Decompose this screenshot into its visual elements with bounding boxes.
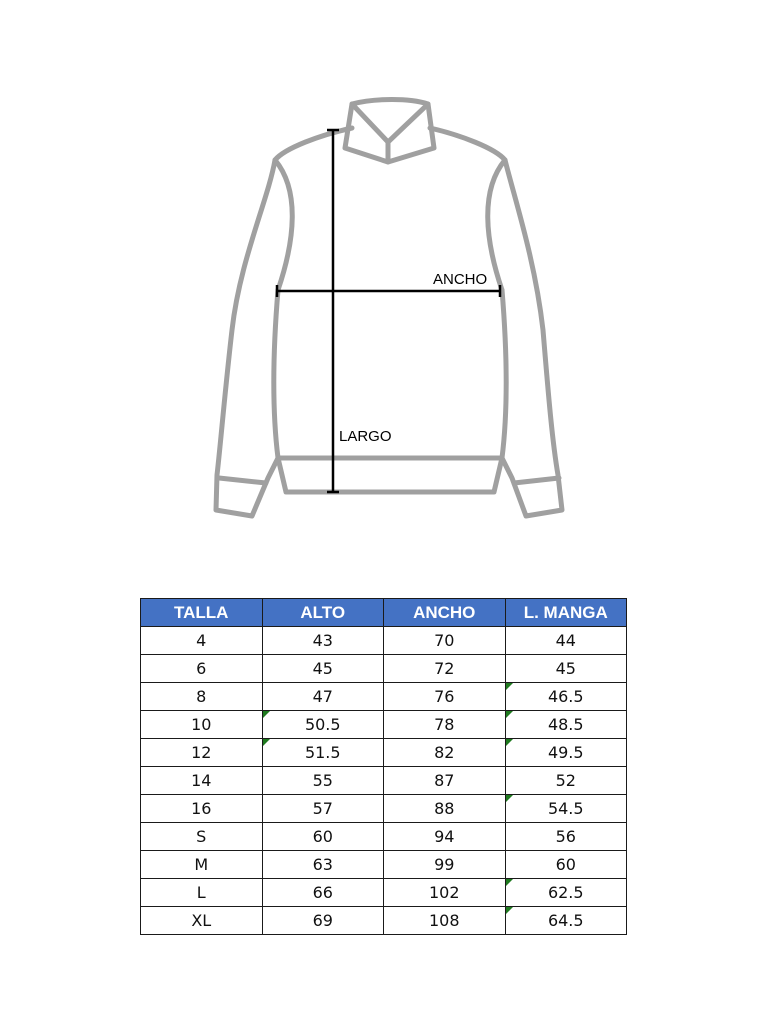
right-side-seam — [502, 290, 506, 458]
table-cell: 62.5 — [505, 879, 627, 907]
table-cell: S — [141, 823, 263, 851]
table-cell: 69 — [262, 907, 384, 935]
table-cell: M — [141, 851, 263, 879]
table-cell: 60 — [262, 823, 384, 851]
table-row — [141, 823, 627, 851]
left-side-seam — [274, 290, 278, 458]
table-header-row — [141, 599, 627, 627]
table-cell: 43 — [262, 627, 384, 655]
size-chart-table — [140, 598, 627, 935]
table-cell: 64.5 — [505, 907, 627, 935]
table-cell: 4 — [141, 627, 263, 655]
table-cell: 76 — [384, 683, 506, 711]
table-cell: 108 — [384, 907, 506, 935]
table-row — [141, 739, 627, 767]
column-header-talla: TALLA — [141, 599, 263, 627]
table-cell: 57 — [262, 795, 384, 823]
right-armhole-seam — [488, 160, 505, 290]
table-row — [141, 655, 627, 683]
table-row — [141, 851, 627, 879]
left-armhole-seam — [275, 160, 292, 290]
length-label: LARGO — [339, 428, 392, 445]
table-cell: 70 — [384, 627, 506, 655]
table-cell: 16 — [141, 795, 263, 823]
collar-fold-right — [388, 104, 428, 142]
table-cell: 52 — [505, 767, 627, 795]
table-row — [141, 627, 627, 655]
width-label: ANCHO — [433, 271, 488, 288]
table-cell: 45 — [505, 655, 627, 683]
table-cell: 10 — [141, 711, 263, 739]
table-cell: 78 — [384, 711, 506, 739]
table-cell: 12 — [141, 739, 263, 767]
table-cell: 49.5 — [505, 739, 627, 767]
table-cell: 66 — [262, 879, 384, 907]
table-row — [141, 767, 627, 795]
table-cell: 102 — [384, 879, 506, 907]
table-cell: 55 — [262, 767, 384, 795]
table-cell: 6 — [141, 655, 263, 683]
table-row — [141, 907, 627, 935]
column-header-ancho: ANCHO — [384, 599, 506, 627]
table-row — [141, 711, 627, 739]
table-cell: 60 — [505, 851, 627, 879]
table-cell: 50.5 — [262, 711, 384, 739]
table-row — [141, 795, 627, 823]
table-cell: 87 — [384, 767, 506, 795]
table-cell: 51.5 — [262, 739, 384, 767]
table-cell: 56 — [505, 823, 627, 851]
table-row — [141, 683, 627, 711]
left-cuff-line — [219, 478, 266, 483]
table-cell: XL — [141, 907, 263, 935]
table-cell: 94 — [384, 823, 506, 851]
table-cell: L — [141, 879, 263, 907]
table-cell: 99 — [384, 851, 506, 879]
table-cell: 8 — [141, 683, 263, 711]
table-cell: 54.5 — [505, 795, 627, 823]
table-cell: 82 — [384, 739, 506, 767]
table-cell: 44 — [505, 627, 627, 655]
table-cell: 63 — [262, 851, 384, 879]
table-cell: 14 — [141, 767, 263, 795]
table-cell: 47 — [262, 683, 384, 711]
right-cuff-line — [514, 478, 559, 483]
table-cell: 48.5 — [505, 711, 627, 739]
table-row — [141, 879, 627, 907]
table-cell: 88 — [384, 795, 506, 823]
table-cell: 46.5 — [505, 683, 627, 711]
table-cell: 72 — [384, 655, 506, 683]
column-header-alto: ALTO — [262, 599, 384, 627]
column-header-manga: L. MANGA — [505, 599, 627, 627]
table-cell: 45 — [262, 655, 384, 683]
